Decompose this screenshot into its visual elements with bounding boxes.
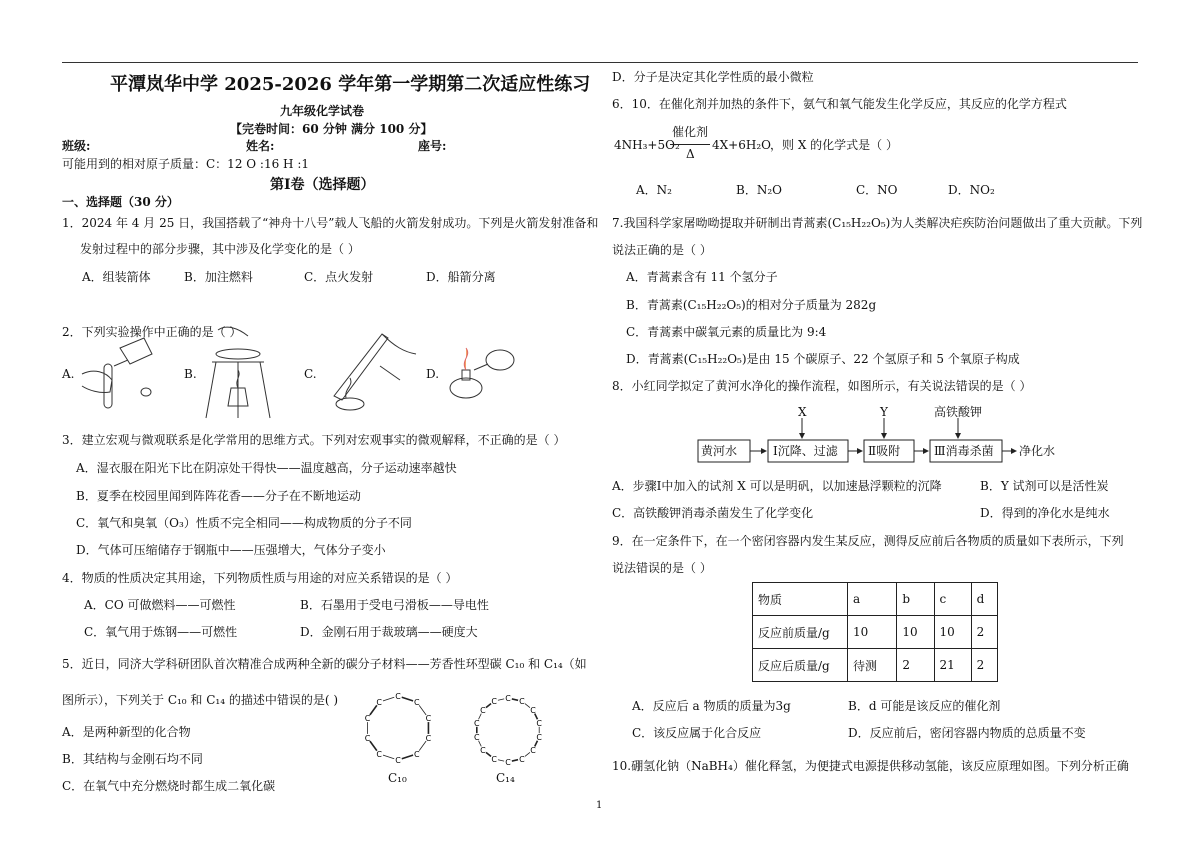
ring-atom-label: C [425, 714, 432, 724]
flow-label-source: 黄河水 [701, 444, 738, 458]
flow-reagent-y: Y [880, 405, 888, 419]
q9-stem-line2: 说法错误的是（ ） [612, 561, 712, 575]
q8-option-c: C．高铁酸钾消毒杀菌发生了化学变化 [612, 506, 814, 520]
q5-option-c: C．在氧气中充分燃烧时都生成二氧化碳 [62, 779, 276, 793]
q8-option-b: B．Y 试剂可以是活性炭 [980, 479, 1109, 493]
table-cell: 反应后质量/g [753, 649, 848, 682]
q8-option-a: A．步骤Ⅰ中加入的试剂 X 可以是明矾，以加速悬浮颗粒的沉降 [612, 479, 942, 493]
ring-atom-label: C [536, 718, 542, 728]
q5-option-b: B．其结构与金刚石均不同 [62, 752, 203, 766]
ring-atom-label: C [414, 698, 420, 708]
q7-option-d: D．青蒿素(C₁₅H₂₂O₅)是由 15 个碳原子、22 个氢原子和 5 个氧原子构成 [626, 352, 1020, 366]
q8-stem: 8．小红同学拟定了黄河水净化的操作流程，如图所示，有关说法错误的是（ ） [612, 379, 1032, 393]
q1-option-d: D．船箭分离 [426, 270, 496, 284]
flow-label-step1: Ⅰ沉降、过滤 [773, 444, 838, 458]
q9-option-d: D．反应前后，密闭容器内物质的总质量不变 [848, 726, 1086, 740]
q4-option-c: C．氧气用于炼钢——可燃性 [84, 625, 238, 639]
q2-stem: 2．下列实验操作中正确的是（ ） [62, 325, 242, 339]
atomic-masses: 可能用到的相对原子质量：C：12 O :16 H :1 [62, 157, 310, 171]
table-row [753, 616, 998, 649]
q6-stem: 6．10．在催化剂并加热的条件下，氨气和氧气能发生化学反应，其反应的化学方程式 [612, 97, 1067, 111]
q4-stem: 4．物质的性质决定其用途，下列物质性质与用途的对应关系错误的是（ ） [62, 571, 458, 585]
ring-atom-label: C [364, 714, 371, 724]
ring-atom-label: C [480, 745, 486, 755]
ring-atom-label: C [395, 692, 401, 701]
q2-figure-b-evaporating [198, 322, 278, 420]
table-cell: 待测 [848, 649, 897, 682]
q6-option-c: C．NO [856, 183, 898, 197]
ring-atom-label: C [425, 733, 432, 743]
q6-option-b: B．N₂O [736, 183, 782, 197]
q2-label-a: A. [62, 367, 75, 381]
ring-atom-label: C [474, 718, 480, 728]
q2-figure-c-heating-tube [320, 326, 420, 416]
q7-option-a: A．青蒿素含有 11 个氢分子 [626, 270, 778, 284]
section-heading: 一、选择题（30 分） [62, 195, 179, 209]
table-cell: d [971, 583, 997, 616]
ring-atom-label: C [395, 756, 401, 765]
exam-subtitle: 九年级化学试卷 [280, 104, 365, 118]
q3-option-b: B．夏季在校园里闻到阵阵花香——分子在不断地运动 [76, 489, 361, 503]
ring-atom-label: C [474, 733, 480, 743]
table-cell: 21 [934, 649, 971, 682]
ring-atom-label: C [491, 754, 497, 764]
ring-atom-label: C [530, 745, 536, 755]
table-cell: 2 [971, 616, 997, 649]
q7-option-b: B．青蒿素(C₁₅H₂₂O₅)的相对分子质量为 282g [626, 298, 877, 312]
q9-option-a: A．反应后 a 物质的质量为3g [632, 699, 791, 713]
q2-label-b: B. [184, 367, 197, 381]
q5-option-d: D．分子是决定其化学性质的最小微粒 [612, 70, 814, 84]
q3-option-d: D．气体可压缩储存于钢瓶中——压强增大，气体分子变小 [76, 543, 386, 557]
q2-figure-d-lighting-lamp [444, 340, 524, 410]
q7-stem-line2: 说法正确的是（ ） [612, 243, 712, 257]
q10-stem: 10.硼氢化钠（NaBH₄）催化释氢，为便捷式电源提供移动氢能，该反应原理如图。下列分析正确 [612, 759, 1129, 773]
q6-option-a: A．N₂ [636, 183, 672, 197]
q3-stem: 3．建立宏观与微观联系是化学常用的思维方式。下列对宏观事实的微观解释，不正确的是（ ） [62, 433, 566, 447]
table-cell: 2 [897, 649, 934, 682]
seat-label: 座号: [418, 139, 447, 153]
table-row [753, 583, 998, 616]
c14-ring-diagram [468, 690, 548, 770]
ring-atom-label: C [414, 749, 420, 759]
ring-atom-label: C [364, 733, 371, 743]
ring-atom-label: C [536, 733, 542, 743]
ring-atom-label: C [491, 697, 497, 707]
table-cell: 10 [848, 616, 897, 649]
header-rule [62, 62, 1138, 63]
name-label: 姓名: [246, 139, 275, 153]
q5-option-a: A．是两种新型的化合物 [62, 725, 191, 739]
q6-eq-tail: ，则 X 的化学式是（ ） [770, 138, 898, 152]
q1-option-b: B．加注燃料 [184, 270, 253, 284]
q9-option-c: C．该反应属于化合反应 [632, 726, 762, 740]
q9-option-b: B．d 可能是该反应的催化剂 [848, 699, 1001, 713]
c10-label: C₁₀ [388, 771, 407, 785]
q5-stem-line2: 图所示），下列关于 C₁₀ 和 C₁₄ 的描述中错误的是( ) [62, 693, 339, 707]
exam-timing: 【完卷时间：60 分钟 满分 100 分】 [230, 122, 433, 136]
table-cell: a [848, 583, 897, 616]
c10-ring-diagram [358, 688, 438, 768]
q2-label-c: C. [304, 367, 317, 381]
table-cell: 物质 [753, 583, 848, 616]
q4-option-a: A．CO 可做燃料——可燃性 [84, 598, 236, 612]
table-cell: 10 [934, 616, 971, 649]
q1-option-a: A．组装箭体 [82, 270, 151, 284]
q1-option-c: C．点火发射 [304, 270, 374, 284]
table-cell: 10 [897, 616, 934, 649]
q2-figure-a-pouring [80, 334, 170, 414]
q9-stem-line1: 9．在一定条件下，在一个密闭容器内发生某反应，测得反应前后各物质的质量如下表所示，下列 [612, 534, 1124, 548]
ring-atom-label: C [519, 697, 525, 707]
q6-eq-right: 4X+6H₂O [712, 138, 771, 152]
q2-label-d: D. [426, 367, 440, 381]
q4-option-b: B．石墨用于受电弓滑板——导电性 [300, 598, 489, 612]
ring-atom-label: C [480, 706, 486, 716]
ring-atom-label: C [505, 758, 511, 767]
ring-atom-label: C [376, 749, 382, 759]
q4-option-d: D．金刚石用于裁玻璃——硬度大 [300, 625, 478, 639]
q1-stem-line1: 1．2024 年 4 月 25 日，我国搭载了“神舟十八号”载人飞船的火箭发射成功。下列是火箭发射准备和 [62, 216, 599, 230]
table-cell: c [934, 583, 971, 616]
table-cell: b [897, 583, 934, 616]
q8-option-d: D．得到的净化水是纯水 [980, 506, 1110, 520]
q6-eq-catalyst: 催化剂 [672, 125, 709, 139]
class-label: 班级: [62, 139, 91, 153]
q1-stem-line2: 发射过程中的部分步骤，其中涉及化学变化的是（ ） [80, 242, 360, 256]
flow-reagent-x: X [798, 405, 807, 419]
q6-eq-arrow [670, 144, 710, 145]
q7-option-c: C．青蒿素中碳氧元素的质量比为 9:4 [626, 325, 827, 339]
flow-label-step2: Ⅱ吸附 [868, 444, 901, 458]
flow-label-end: 净化水 [1019, 444, 1056, 458]
ring-atom-label: C [530, 706, 536, 716]
c14-label: C₁₄ [496, 771, 515, 785]
flow-label-step3: Ⅲ消毒杀菌 [934, 444, 994, 458]
ring-atom-label: C [505, 694, 511, 703]
flow-reagent-ferrate: 高铁酸钾 [934, 405, 983, 419]
table-cell: 2 [971, 649, 997, 682]
table-row [753, 649, 998, 682]
q6-option-d: D．NO₂ [948, 183, 995, 197]
table-cell: 反应前质量/g [753, 616, 848, 649]
page-number: 1 [596, 800, 603, 811]
q6-eq-left: 4NH₃+5O₂ [614, 138, 680, 152]
ring-atom-label: C [519, 754, 525, 764]
q3-option-a: A．湿衣服在阳光下比在阴凉处干得快——温度越高，分子运动速率越快 [76, 461, 457, 475]
ring-atom-label: C [376, 698, 382, 708]
q6-eq-heat: Δ [686, 147, 695, 161]
part-title: 第Ⅰ卷（选择题） [270, 177, 375, 193]
q7-stem-line1: 7.我国科学家屠呦呦提取并研制出青蒿素(C₁₅H₂₂O₅)为人类解决疟疾防治问题做出了重大贡献。下列 [612, 216, 1143, 230]
exam-title: 平潭岚华中学 2025-2026 学年第一学期第二次适应性练习 [110, 74, 591, 95]
q3-option-c: C．氧气和臭氧（O₃）性质不完全相同——构成物质的分子不同 [76, 516, 412, 530]
q5-stem-line1: 5．近日，同济大学科研团队首次精准合成两种全新的碳分子材料——芳香性环型碳 C₁₀ 和 C₁₄（如 [62, 657, 587, 671]
q9-mass-table [752, 582, 998, 682]
